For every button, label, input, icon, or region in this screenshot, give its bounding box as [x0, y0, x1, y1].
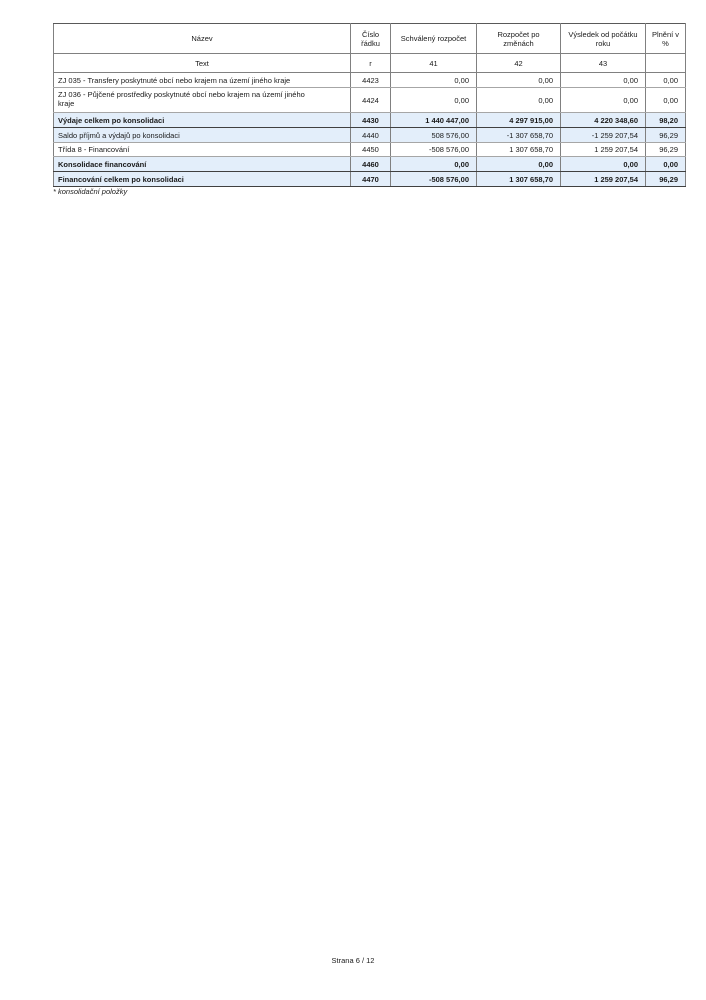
subheader-empty [646, 54, 686, 73]
subheader-41: 41 [391, 54, 477, 73]
fulfillment-pct-value: 96,29 [646, 143, 686, 157]
column-header-nazev: Název [54, 24, 351, 54]
row-line-number: 4424 [351, 88, 391, 113]
fulfillment-pct-value: 0,00 [646, 73, 686, 88]
table-row [54, 172, 686, 187]
table-header-row [54, 24, 686, 54]
row-line-number: 4460 [351, 157, 391, 172]
fulfillment-pct-value: 96,29 [646, 172, 686, 187]
page-number-footer: Strana 6 / 12 [331, 956, 375, 965]
approved-budget-value: 0,00 [391, 157, 477, 172]
amended-budget-value: 1 307 658,70 [477, 143, 561, 157]
result-value: 4 220 348,60 [561, 113, 646, 128]
budget-table [53, 23, 686, 187]
row-line-number: 4470 [351, 172, 391, 187]
amended-budget-value: -1 307 658,70 [477, 128, 561, 143]
approved-budget-value: 508 576,00 [391, 128, 477, 143]
fulfillment-pct-value: 0,00 [646, 88, 686, 113]
table-row [54, 157, 686, 172]
table-row [54, 128, 686, 143]
column-header-plneni: Plnění v % [646, 24, 686, 54]
subheader-42: 42 [477, 54, 561, 73]
result-value: 0,00 [561, 73, 646, 88]
row-line-number: 4440 [351, 128, 391, 143]
fulfillment-pct-value: 0,00 [646, 157, 686, 172]
fulfillment-pct-value: 96,29 [646, 128, 686, 143]
row-name: Konsolidace financování [54, 157, 351, 172]
row-line-number: 4423 [351, 73, 391, 88]
result-value: 1 259 207,54 [561, 172, 646, 187]
row-name: Třída 8 - Financování [54, 143, 351, 157]
column-header-schvaleny-rozpocet: Schválený rozpočet [391, 24, 477, 54]
amended-budget-value: 0,00 [477, 88, 561, 113]
row-name: Saldo příjmů a výdajů po konsolidaci [54, 128, 351, 143]
column-header-rozpocet-po-zmenach: Rozpočet po změnách [477, 24, 561, 54]
table-row [54, 73, 686, 88]
amended-budget-value: 0,00 [477, 157, 561, 172]
row-name: ZJ 036 - Půjčené prostředky poskytnuté obcí nebo krajem na území jiného kraje [54, 88, 351, 113]
subheader-r: r [351, 54, 391, 73]
row-name: Financování celkem po konsolidaci [54, 172, 351, 187]
approved-budget-value: 0,00 [391, 88, 477, 113]
result-value: 0,00 [561, 88, 646, 113]
result-value: 1 259 207,54 [561, 143, 646, 157]
approved-budget-value: 1 440 447,00 [391, 113, 477, 128]
subheader-text: Text [54, 54, 351, 73]
amended-budget-value: 1 307 658,70 [477, 172, 561, 187]
table-row [54, 143, 686, 157]
subheader-43: 43 [561, 54, 646, 73]
row-name: Výdaje celkem po konsolidaci [54, 113, 351, 128]
result-value: 0,00 [561, 157, 646, 172]
approved-budget-value: -508 576,00 [391, 143, 477, 157]
amended-budget-value: 4 297 915,00 [477, 113, 561, 128]
row-line-number: 4430 [351, 113, 391, 128]
row-name: ZJ 035 - Transfery poskytnuté obcí nebo krajem na území jiného kraje [54, 73, 351, 88]
fulfillment-pct-value: 98,20 [646, 113, 686, 128]
approved-budget-value: -508 576,00 [391, 172, 477, 187]
approved-budget-value: 0,00 [391, 73, 477, 88]
table-row [54, 88, 686, 113]
column-header-vysledek: Výsledek od počátku roku [561, 24, 646, 54]
row-line-number: 4450 [351, 143, 391, 157]
consolidation-footnote: * konsolidační položky [53, 187, 128, 196]
table-row [54, 113, 686, 128]
amended-budget-value: 0,00 [477, 73, 561, 88]
table-subheader-row [54, 54, 686, 73]
column-header-cislo-radku: Číslo řádku [351, 24, 391, 54]
result-value: -1 259 207,54 [561, 128, 646, 143]
